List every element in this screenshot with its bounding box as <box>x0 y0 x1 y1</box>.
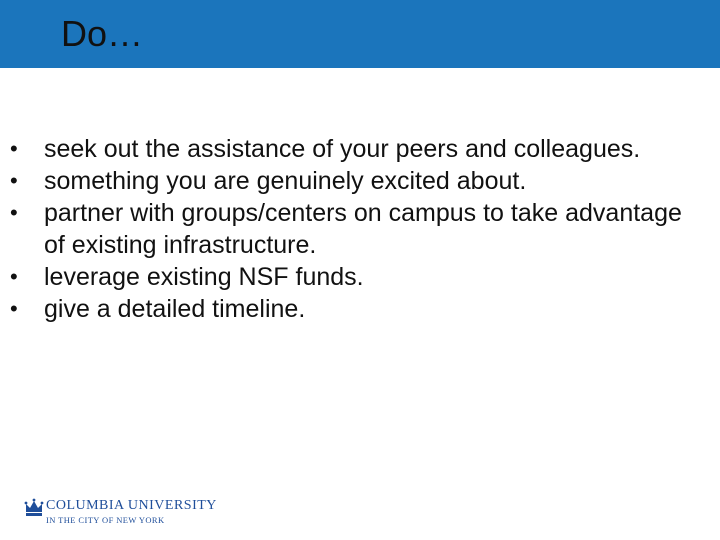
bullet-item <box>0 261 720 293</box>
slide-title: Do… <box>61 13 144 54</box>
bullet-text: seek out the assistance of your peers and colleagues. <box>44 135 641 163</box>
title-bar <box>0 0 720 68</box>
bullet-text: give a detailed timeline. <box>44 295 306 323</box>
bullet-icon: • <box>10 136 18 161</box>
logo-subtitle: IN THE CITY OF NEW YORK <box>46 515 165 525</box>
bullet-list <box>0 133 720 325</box>
bullet-icon: • <box>10 264 18 289</box>
bullet-text: leverage existing NSF funds. <box>44 263 364 291</box>
crown-icon <box>24 498 44 518</box>
bullet-item <box>0 293 720 325</box>
bullet-text: something you are genuinely excited about. <box>44 167 527 195</box>
bullet-icon: • <box>10 200 18 225</box>
bullet-item <box>0 197 720 261</box>
logo-name: COLUMBIA UNIVERSITY <box>46 498 217 513</box>
bullet-icon: • <box>10 168 18 193</box>
bullet-item <box>0 165 720 197</box>
bullet-item <box>0 133 720 165</box>
bullet-icon: • <box>10 296 18 321</box>
bullet-text: partner with groups/centers on campus to take advantage of existing infrastructure. <box>44 199 682 259</box>
columbia-logo <box>24 494 244 530</box>
